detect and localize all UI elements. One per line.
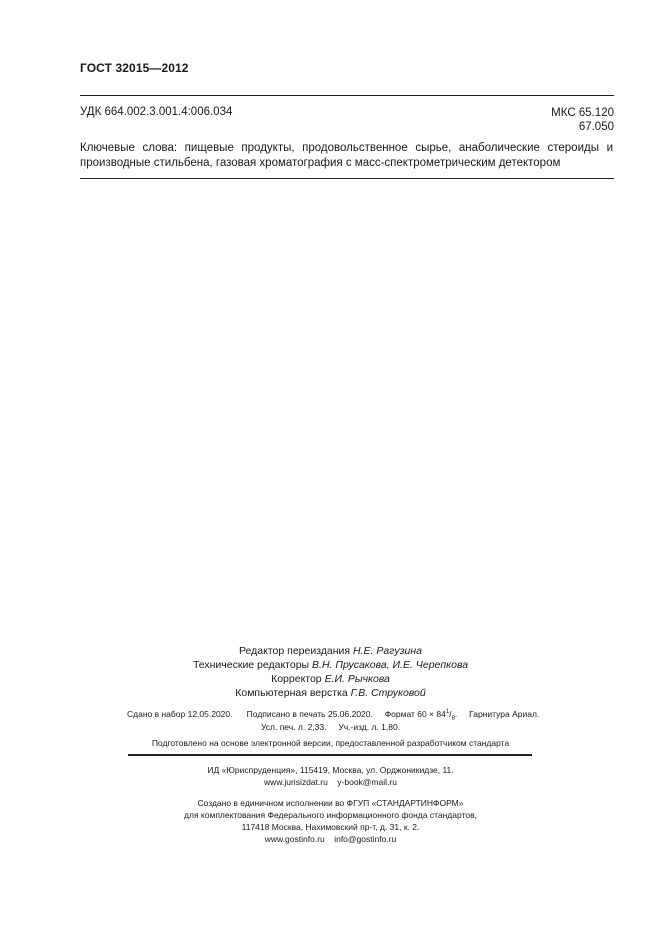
layout-label: Компьютерная верстка xyxy=(235,687,348,699)
bottom-divider xyxy=(128,754,532,756)
editor-line xyxy=(0,644,661,658)
credits-block xyxy=(0,644,661,700)
corrector-line xyxy=(0,672,661,686)
publisher-contacts xyxy=(0,776,661,788)
corrector-label: Корректор xyxy=(271,673,322,685)
keywords-paragraph: Ключевые слова: пищевые продукты, продовольственное сырье, анаболические стероиды и производные стильбена, газовая хроматография с масс-спектрометрическим детектором xyxy=(80,142,613,169)
editor-label: Редактор переиздания xyxy=(239,645,351,657)
format-label: Формат 60 × 84 xyxy=(384,709,446,719)
keywords-divider xyxy=(80,178,614,179)
tech-editors-line xyxy=(0,658,661,672)
publisher-email[interactable]: y-book@mail.ru xyxy=(337,777,397,787)
tech-editors-label: Технические редакторы xyxy=(192,659,310,671)
format-sub: 8 xyxy=(451,715,455,722)
tech-editors-names: В.Н. Прусакова, И.Е. Черепкова xyxy=(312,659,469,671)
corrector-name: Е.И. Рычкова xyxy=(324,673,390,685)
print-info-line-2 xyxy=(0,722,661,732)
creator-line-1: Создано в единичном исполнении во ФГУП «СТАНДАРТИНФОРМ» xyxy=(197,798,464,808)
creator-website[interactable]: www.gostinfo.ru xyxy=(264,834,325,844)
creator-email[interactable]: info@gostinfo.ru xyxy=(334,834,397,844)
format-sup: 1 xyxy=(445,709,450,716)
creator-line-3: 117418 Москва, Нахимовский пр-т, д. 31, к. 2. xyxy=(241,822,420,832)
prepared-note: Подготовлено на основе электронной версии, предоставленной разработчиком стандарта xyxy=(151,738,510,748)
mks-code xyxy=(551,106,614,134)
creator-line-2: для комплектования Федерального информационного фонда стандартов, xyxy=(184,810,477,820)
creator-block xyxy=(0,797,661,845)
layout-line xyxy=(0,686,661,700)
mks-line-2: 67.050 xyxy=(578,121,614,133)
publisher-website[interactable]: www.jurisizdat.ru xyxy=(264,777,328,787)
mks-line-1: МКС 65.120 xyxy=(551,107,614,119)
editor-name: Н.Е. Рагузина xyxy=(353,645,422,657)
typeface: Гарнитура Ариал. xyxy=(469,709,540,719)
layout-name: Г.В. Струковой xyxy=(350,687,426,699)
print-info-line-1 xyxy=(127,709,539,722)
publisher-block xyxy=(0,764,661,788)
submitted-date: Сдано в набор 12.05.2020. xyxy=(127,709,233,719)
publisher-address: ИД «Юриспруденция», 115419, Москва, ул. Орджоникидзе, 11. xyxy=(207,765,454,775)
paper-format: Формат $60 \times 84^1/_8$. xyxy=(384,709,458,722)
udk-code: УДК 664.002.3.001.4:006.034 xyxy=(80,106,233,118)
standard-code: ГОСТ 32015—2012 xyxy=(80,61,189,75)
creator-contacts xyxy=(0,833,661,845)
print-sheets: Усл. печ. л. 2,33. xyxy=(260,722,327,732)
top-divider xyxy=(80,95,614,96)
signed-date: Подписано в печать 25.06.2020. xyxy=(246,709,373,719)
publisher-sheets: Уч.-изд. л. 1,80. xyxy=(338,722,401,732)
